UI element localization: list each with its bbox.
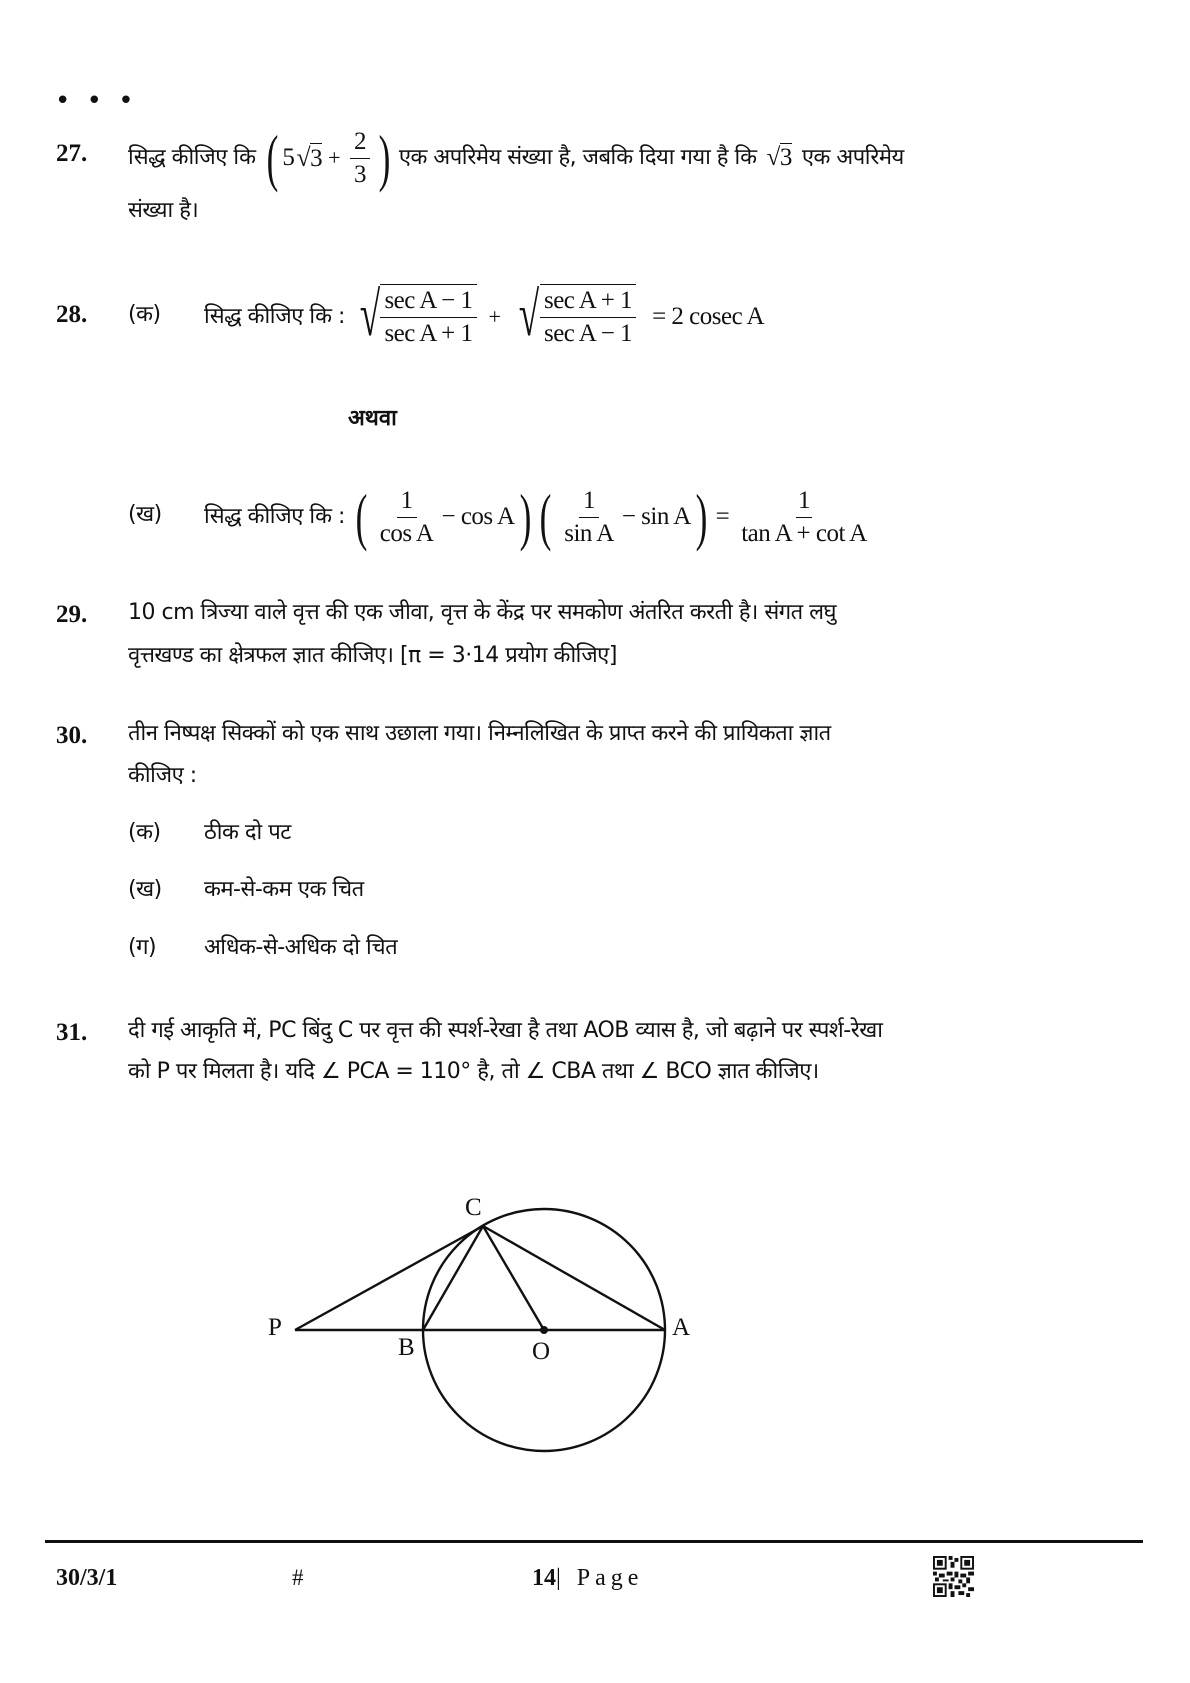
page-indicator xyxy=(532,1565,643,1592)
frac-den: tan A + cot A xyxy=(741,519,867,547)
label-A: A xyxy=(672,1314,691,1341)
frac-den: sec A + 1 xyxy=(384,320,473,347)
chord-CA xyxy=(483,1226,665,1330)
tangent-PC xyxy=(295,1226,483,1330)
q27-radicand: 3 xyxy=(310,144,323,172)
question-number-29: 29. xyxy=(56,601,88,628)
q28-part-b-label: (ख) xyxy=(128,502,162,527)
q27-plus: + xyxy=(328,145,341,170)
frac-num: 1 xyxy=(579,485,599,518)
q27-coef: 5 xyxy=(282,144,295,171)
right-paren: ) xyxy=(378,122,391,193)
question-number-31: 31. xyxy=(56,1019,88,1046)
question-31-line2: को P पर मिलता है। यदि ∠ PCA = 110° है, तो ∠ CBA तथा ∠ BCO ज्ञात कीजिए। xyxy=(128,1059,819,1084)
q28a-prompt: सिद्ध कीजिए कि : xyxy=(204,304,345,329)
q30-part-a-text: ठीक दो पट xyxy=(204,820,291,845)
q28b-f2-minus: − sin A xyxy=(621,503,691,530)
paper-code: 30/3/1 xyxy=(56,1565,118,1591)
frac-num: sec A + 1 xyxy=(540,285,636,318)
q28b-equals: = xyxy=(715,503,730,530)
frac-den: sin A xyxy=(564,519,614,547)
footer-divider xyxy=(45,1540,1143,1543)
frac-den: sec A − 1 xyxy=(543,320,633,347)
q28a-plus: + xyxy=(488,304,501,329)
question-29-line1: 10 cm त्रिज्या वाले वृत्त की एक जीवा, वृत्त के केंद्र पर समकोण अंतरित करती है। संगत लघु xyxy=(128,600,837,625)
question-number-27: 27. xyxy=(56,140,88,167)
question-number-28: 28. xyxy=(56,301,88,328)
q28b-expression: ( $\frac{1}{\text{cos A}}$ − cos A ) ( $\frac{1}{\text{sin A}}$ − sin A ) = $\frac{1}{\text{tan A + cot A}}$ xyxy=(351,485,875,550)
q27-prefix: सिद्ध कीजिए कि xyxy=(128,145,256,170)
q28a-rhs: = 2 cosec A xyxy=(652,303,765,330)
q28-part-a-label: (क) xyxy=(128,302,161,327)
continuation-marker: • • • xyxy=(55,86,138,116)
qr-code-icon xyxy=(933,1556,974,1597)
q30-part-c-label: (ग) xyxy=(128,935,157,960)
question-30-line2: कीजिए : xyxy=(128,763,197,788)
q30-part-c-text: अधिक-से-अधिक दो चित xyxy=(204,935,398,960)
sqrt-symbol: √ $\frac{\text{sec A − 1}}{\text{sec A + 1}}$ xyxy=(353,284,477,350)
frac-num: sec A − 1 xyxy=(380,285,476,318)
frac-den: cos A xyxy=(379,519,434,547)
left-paren: ( xyxy=(266,122,278,193)
question-29-line2: वृत्तखण्ड का क्षेत्रफल ज्ञात कीजिए। [π = 3·14 प्रयोग कीजिए] xyxy=(128,643,617,668)
q27-suffix: एक अपरिमेय संख्या है, जबकि दिया गया है कि xyxy=(398,145,757,170)
frac-num: 1 xyxy=(796,485,812,518)
footer-hash: # xyxy=(292,1565,304,1590)
label-C: C xyxy=(465,1194,482,1221)
center-point-O xyxy=(540,1326,548,1334)
question-27-line2: संख्या है। xyxy=(128,198,199,223)
label-B: B xyxy=(398,1334,415,1361)
frac-num: 2 xyxy=(350,126,370,159)
sqrt-symbol: √ $\frac{\text{sec A + 1}}{\text{sec A − 1}}$ xyxy=(512,284,636,350)
q30-part-b-label: (ख) xyxy=(128,877,162,902)
page-label: | Page xyxy=(556,1565,644,1591)
q28b-prompt: सिद्ध कीजिए कि : xyxy=(204,504,345,529)
q28b-f1-minus: − cos A xyxy=(441,503,515,530)
label-P: P xyxy=(268,1314,282,1341)
question-30-line1: तीन निष्पक्ष सिक्कों को एक साथ उछाला गया। निम्नलिखित के प्राप्त करने की प्रायिकता ज्ञात xyxy=(128,721,831,746)
question-31-line1: दी गई आकृति में, PC बिंदु C पर वृत्त की स्पर्श-रेखा है तथा AOB व्यास है, जो बढ़ाने पर स्पर्श-रेखा xyxy=(128,1018,883,1043)
q27-sqrt3-radicand: 3 xyxy=(779,144,792,171)
sqrt-symbol: √ 3 xyxy=(296,142,323,172)
frac-den: 3 xyxy=(354,160,367,188)
q27-sqrt3: √3 xyxy=(766,144,792,171)
q30-part-b-text: कम-से-कम एक चित xyxy=(204,877,364,902)
frac-num: 1 xyxy=(397,485,417,518)
q27-end: एक अपरिमेय xyxy=(801,145,904,170)
page-number: 14 xyxy=(532,1565,556,1591)
or-separator: अथवा xyxy=(348,406,397,431)
label-O: O xyxy=(532,1338,551,1365)
q30-part-a-label: (क) xyxy=(128,820,161,845)
radius-CO xyxy=(483,1226,544,1330)
question-number-30: 30. xyxy=(56,722,88,749)
